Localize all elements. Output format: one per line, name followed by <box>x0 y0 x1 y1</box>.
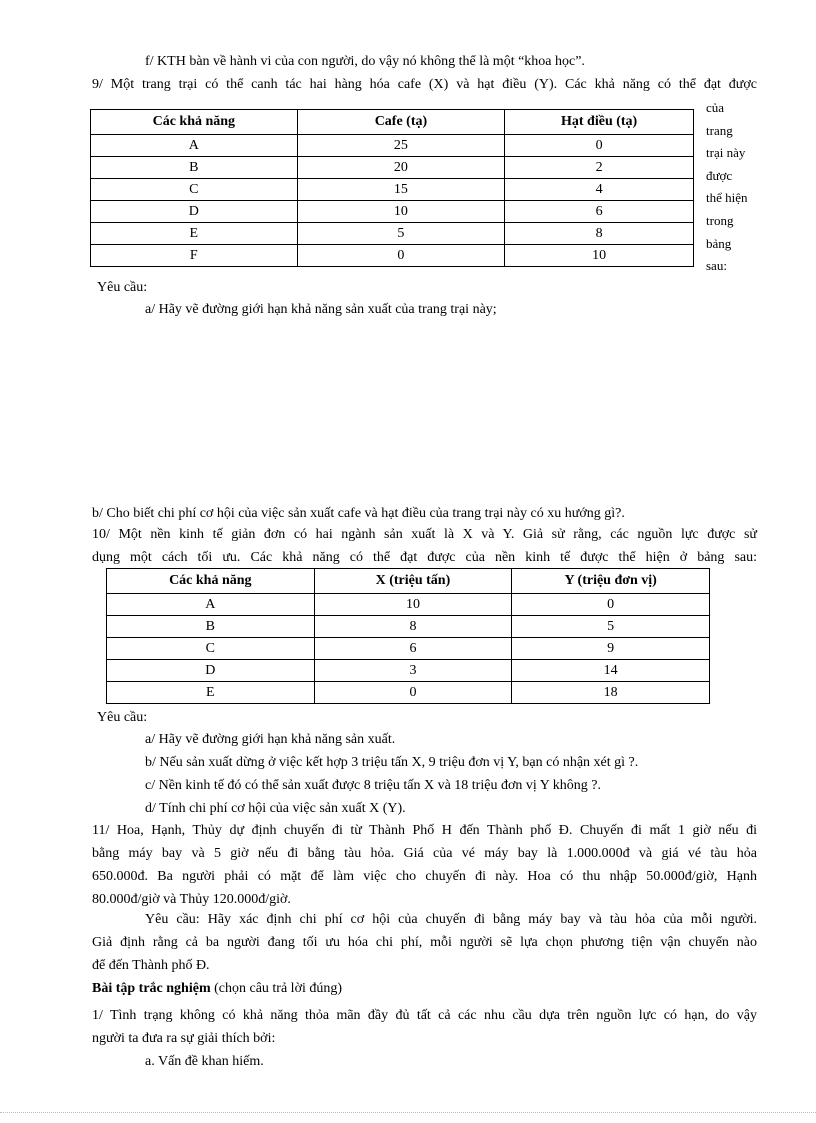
side-word: bảng <box>706 235 732 251</box>
question-11: 80.000đ/giờ và Thủy 120.000đ/giờ. <box>92 892 291 907</box>
side-word: sau: <box>706 258 727 274</box>
question-10c: c/ Nền kinh tế đó có thể sản xuất được 8 triệu tấn X và 18 triệu đơn vị Y không ?. <box>145 778 602 793</box>
mc-option-a: a. Vấn đề khan hiếm. <box>145 1054 264 1069</box>
table-row <box>107 616 710 638</box>
table-cell: 0 <box>314 682 512 704</box>
table-cell: D <box>107 660 315 682</box>
table-cell: 10 <box>505 245 694 267</box>
requirement-label: Yêu cầu: <box>97 280 148 295</box>
page-divider <box>0 1112 816 1113</box>
mc-question-1: 1/ Tình trạng không có khả năng thỏa mãn đầy đủ tất cả các nhu cầu dựa trên nguồn lực có hạn, do vậy <box>92 1008 757 1023</box>
table-cell: F <box>91 245 298 267</box>
table-cell: 0 <box>512 594 710 616</box>
table-cell: 2 <box>505 157 694 179</box>
table-cafe-hat-dieu <box>90 109 694 267</box>
table-header: Các khả năng <box>107 569 315 594</box>
table-cell: 8 <box>505 223 694 245</box>
table-cell: B <box>91 157 298 179</box>
table-cell: 15 <box>297 179 505 201</box>
table-cell: 0 <box>297 245 505 267</box>
question-9a: a/ Hãy vẽ đường giới hạn khả năng sản xuất của trang trại này; <box>145 302 497 317</box>
mc-subtitle: (chọn câu trả lời đúng) <box>210 981 343 996</box>
table-cell: 14 <box>512 660 710 682</box>
side-word: trong <box>706 212 734 228</box>
table-row <box>91 223 694 245</box>
side-word: của <box>706 100 725 115</box>
table-cell: 6 <box>505 201 694 223</box>
question-10b: b/ Nếu sản xuất dừng ở việc kết hợp 3 triệu tấn X, 9 triệu đơn vị Y, bạn có nhận xét gì ?. <box>145 755 639 770</box>
question-11: Yêu cầu: Hãy xác định chi phí cơ hội của chuyến đi bằng máy bay và tàu hỏa của mỗi người. <box>145 912 757 927</box>
table-header: X (triệu tấn) <box>314 569 512 594</box>
question-11: bằng máy bay và 5 giờ nếu đi bằng tàu hỏa. Giá của vé máy bay là 1.000.000đ và giá vé tàu hỏa <box>92 846 757 861</box>
question-9-intro: 9/ Một trang trại có thể canh tác hai hàng hóa cafe (X) và hạt điều (Y). Các khả năng có thể đạt được <box>92 77 757 92</box>
table-cell: A <box>91 135 298 157</box>
question-10-intro: dụng một cách tối ưu. Các khả năng có thể đạt được của nền kinh tế được thể hiện ở bảng sau: <box>92 550 757 565</box>
side-word: trại này <box>706 145 746 161</box>
side-word: trang <box>706 122 733 138</box>
table-cell: 4 <box>505 179 694 201</box>
table-cell: C <box>91 179 298 201</box>
table-cell: 8 <box>314 616 512 638</box>
table-row <box>107 594 710 616</box>
table-cell: 10 <box>314 594 512 616</box>
mc-title: Bài tập trắc nghiệm <box>92 981 211 996</box>
question-10d: d/ Tính chi phí cơ hội của việc sản xuất X (Y). <box>145 801 406 816</box>
table-cell: 5 <box>297 223 505 245</box>
side-word: thể hiện <box>706 190 748 206</box>
table-row <box>91 179 694 201</box>
table-cell: 3 <box>314 660 512 682</box>
table-row <box>91 245 694 267</box>
table-cell: 10 <box>297 201 505 223</box>
table-cell: 0 <box>505 135 694 157</box>
table-row <box>107 660 710 682</box>
question-9b: b/ Cho biết chi phí cơ hội của việc sản xuất cafe và hạt điều của trang trại này có xu hướng gì?. <box>92 506 625 521</box>
table-header: Các khả năng <box>91 110 298 135</box>
question-11: Giả định rằng cả ba người đang tối ưu hóa chi phí, mỗi người sẽ lựa chọn phương tiện vận chuyển nào <box>92 935 757 950</box>
table-row <box>91 135 694 157</box>
table-cell: A <box>107 594 315 616</box>
question-11: 11/ Hoa, Hạnh, Thủy dự định chuyến đi từ Thành Phố H đến Thành phố Đ. Chuyến đi mất 1 giờ nếu đi <box>92 823 757 838</box>
question-11: để đến Thành phố Đ. <box>92 958 210 973</box>
table-cell: E <box>91 223 298 245</box>
table-cell: 25 <box>297 135 505 157</box>
table-row <box>107 682 710 704</box>
table-cell: D <box>91 201 298 223</box>
table-cell: B <box>107 616 315 638</box>
table-row <box>91 157 694 179</box>
question-10-intro: 10/ Một nền kinh tế giản đơn có hai ngành sản xuất là X và Y. Giả sử rằng, các nguồn lực được sử <box>92 527 757 542</box>
table-cell: 20 <box>297 157 505 179</box>
table-header: Cafe (tạ) <box>297 110 505 135</box>
side-word: được <box>706 167 733 183</box>
table-cell: 5 <box>512 616 710 638</box>
table-header: Y (triệu đơn vị) <box>512 569 710 594</box>
requirement-label: Yêu cầu: <box>97 710 148 725</box>
table-header: Hạt điều (tạ) <box>505 110 694 135</box>
table-cell: E <box>107 682 315 704</box>
table-cell: C <box>107 638 315 660</box>
mc-question-1: người ta đưa ra sự giải thích bởi: <box>92 1031 276 1046</box>
table-cell: 9 <box>512 638 710 660</box>
mc-heading <box>92 980 342 998</box>
table-x-y <box>106 568 710 704</box>
table-row <box>91 201 694 223</box>
table-cell: 18 <box>512 682 710 704</box>
table-row <box>107 638 710 660</box>
question-10a: a/ Hãy vẽ đường giới hạn khả năng sản xuất. <box>145 732 396 747</box>
side-text <box>706 97 766 278</box>
question-11: 650.000đ. Ba người phải có mặt để làm việc cho chuyến đi này. Hoa có thu nhập 50.000đ/giờ, Hạnh <box>92 869 757 884</box>
text-line: f/ KTH bàn về hành vi của con người, do vậy nó không thể là một “khoa học”. <box>145 54 585 69</box>
table-cell: 6 <box>314 638 512 660</box>
